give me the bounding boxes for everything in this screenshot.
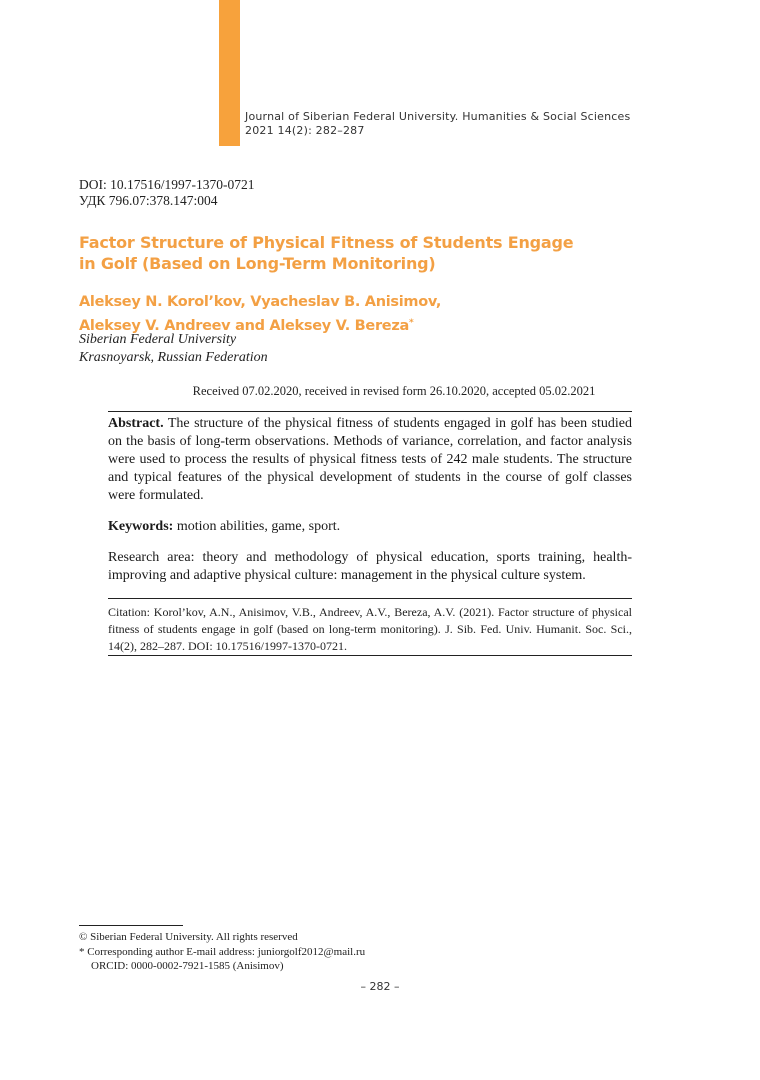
- citation-top-rule: [108, 598, 632, 599]
- abstract-label: Abstract.: [108, 416, 164, 431]
- citation-bottom-rule: [108, 655, 632, 656]
- keywords-text: motion abilities, game, sport.: [173, 519, 341, 534]
- affiliation-university: Siberian Federal University: [79, 332, 237, 347]
- research-area: Research area: theory and methodology of physical education, sports training, health-improving and adaptive physical culture: management in the physical culture system.: [108, 550, 632, 583]
- journal-issue: 2021 14(2): 282–287: [245, 124, 365, 137]
- citation: Citation: Korol’kov, A.N., Anisimov, V.B., Andreev, A.V., Bereza, A.V. (2021). Factor structure of physical fitness of students engage in golf (based on long-term monitoring). J. Sib. Fed. Univ. Humanit. Soc. Sci., 14(2), 282–287. DOI: 10.17516/1997-1370-0721.: [108, 605, 632, 653]
- affiliation: [79, 331, 268, 367]
- abstract-block: [108, 415, 632, 585]
- footnote-corresponding: * Corresponding author E-mail address: juniorgolf2012@mail.ru: [79, 945, 366, 958]
- page-number: – 282 –: [360, 980, 400, 993]
- abstract: [108, 415, 632, 505]
- doi: DOI: 10.17516/1997-1370-0721: [79, 177, 255, 192]
- authors-line-1: Aleksey N. Korol’kov, Vyacheslav B. Anisimov,: [79, 294, 442, 310]
- udk: УДК 796.07:378.147:004: [79, 193, 218, 208]
- footnote-copyright: © Siberian Federal University. All rights reserved: [79, 931, 298, 943]
- received-dates-wrap: [0, 384, 760, 399]
- journal-accent-bar: [219, 0, 240, 146]
- journal-header: [245, 110, 630, 138]
- journal-name: Journal of Siberian Federal University. Humanities & Social Sciences: [245, 110, 631, 123]
- title-line-1: Factor Structure of Physical Fitness of Students Engage: [79, 233, 574, 252]
- footnote-rule: [79, 925, 183, 926]
- article-title: [79, 232, 579, 274]
- article-identifiers: [79, 177, 255, 209]
- received-dates: Received 07.02.2020, received in revised form 26.10.2020, accepted 05.02.2021: [192, 384, 596, 398]
- abstract-top-rule: [108, 411, 632, 412]
- keywords-label: Keywords:: [108, 519, 174, 534]
- abstract-text: The structure of the physical fitness of students engaged in golf has been studied on the basis of long-term observations. Methods of variance, correlation, and factor analysis were used to process the results of physical fitness tests of 242 male students. The structure and typical features of the physical development of students in the course of golf classes were formulated.: [108, 416, 632, 503]
- affiliation-city: Krasnoyarsk, Russian Federation: [79, 350, 268, 365]
- footnotes: [79, 930, 365, 974]
- title-line-2: in Golf (Based on Long-Term Monitoring): [79, 254, 436, 273]
- keywords: [108, 518, 632, 536]
- footnote-orcid: ORCID: 0000-0002-7921-1585 (Anisimov): [91, 960, 284, 972]
- corresponding-author-mark: *: [408, 318, 414, 328]
- authors-line-2: Aleksey V. Andreev and Aleksey V. Bereza: [79, 318, 409, 334]
